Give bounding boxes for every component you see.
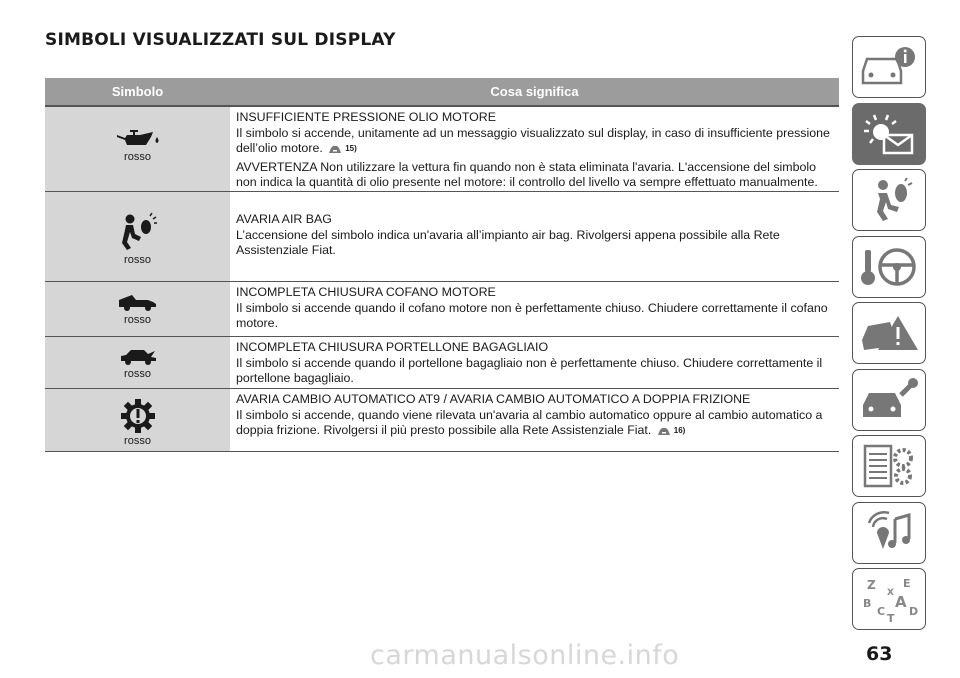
car-tailgate-open-icon bbox=[118, 346, 158, 366]
meaning-title: AVARIA AIR BAG bbox=[236, 212, 332, 226]
meaning-block bbox=[236, 285, 839, 332]
symbol-color-label: rosso bbox=[124, 254, 151, 266]
meaning-text: Il simbolo si accende quando il portellone bagagliaio non è perfettamente chiuso. Chiudere correttamente il portellone bagagliaio. bbox=[236, 355, 823, 385]
page-title: SIMBOLI VISUALIZZATI SUL DISPLAY bbox=[45, 30, 396, 50]
section-tabs bbox=[852, 36, 926, 635]
car-info-icon bbox=[859, 45, 919, 89]
tab-warning-lights[interactable] bbox=[852, 103, 926, 165]
tab-safety[interactable] bbox=[852, 169, 926, 231]
meaning-text: Il simbolo si accende quando il cofano motore non è perfettamente chiuso. Chiudere correttamente il cofano motore. bbox=[236, 300, 828, 330]
header-symbol: Simbolo bbox=[111, 84, 164, 99]
tab-maintenance[interactable] bbox=[852, 369, 926, 431]
airbag-icon bbox=[118, 212, 158, 252]
multimedia-icon bbox=[859, 509, 919, 557]
table-row bbox=[45, 192, 839, 282]
table-row bbox=[45, 389, 839, 452]
car-reference-icon bbox=[657, 426, 671, 436]
symbols-table bbox=[45, 78, 839, 452]
tab-emergency[interactable] bbox=[852, 302, 926, 364]
meaning-cell bbox=[230, 282, 839, 336]
tab-technical-data[interactable] bbox=[852, 435, 926, 497]
meaning-block bbox=[236, 110, 839, 157]
meaning-text: Il simbolo si accende, unitamente ad un messaggio visualizzato sul display, in caso di insufficiente pressione dell’olio motore. bbox=[236, 125, 830, 155]
tab-index[interactable] bbox=[852, 568, 926, 630]
document-gears-icon bbox=[859, 442, 919, 490]
oil-can-icon bbox=[115, 129, 161, 149]
meaning-block bbox=[236, 212, 839, 259]
svg-text:D: D bbox=[909, 605, 919, 618]
meaning-title: INSUFFICIENTE PRESSIONE OLIO MOTORE bbox=[236, 110, 497, 124]
meaning-title: INCOMPLETA CHIUSURA PORTELLONE BAGAGLIAIO bbox=[236, 340, 549, 354]
meaning-cell bbox=[230, 107, 839, 191]
meaning-block bbox=[236, 392, 839, 439]
symbol-cell bbox=[45, 389, 230, 451]
symbol-cell bbox=[45, 192, 230, 281]
tab-starting-driving[interactable] bbox=[852, 236, 926, 298]
footnote-ref: 15) bbox=[345, 144, 357, 153]
svg-text:X: X bbox=[887, 588, 894, 598]
table-row bbox=[45, 282, 839, 337]
airbag-seat-icon bbox=[861, 177, 917, 223]
gear-warning-icon bbox=[121, 399, 155, 433]
page-number: 63 bbox=[866, 643, 893, 665]
meaning-text: L’accensione del simbolo indica un'avaria all’impianto air bag. Rivolgersi appena possibile alla Rete Assistenziale Fiat. bbox=[236, 227, 780, 257]
table-row bbox=[45, 107, 839, 192]
meaning-text: Il simbolo si accende, quando viene rilevata un'avaria al cambio automatico oppure al cambio automatico a doppia frizione. Rivolgersi il più presto possibile alla Rete Assistenziale Fiat. bbox=[236, 407, 823, 437]
symbol-color-label: rosso bbox=[124, 368, 151, 380]
warning-light-message-icon bbox=[858, 111, 920, 157]
svg-text:E: E bbox=[903, 577, 911, 590]
svg-text:T: T bbox=[887, 612, 895, 623]
tab-car-info[interactable] bbox=[852, 36, 926, 98]
watermark: carmanualsonline.info bbox=[370, 640, 680, 671]
symbol-color-label: rosso bbox=[124, 314, 151, 326]
header-meaning: Cosa significa bbox=[490, 84, 579, 99]
tab-multimedia[interactable] bbox=[852, 502, 926, 564]
table-row bbox=[45, 337, 839, 389]
meaning-cell bbox=[230, 337, 839, 388]
car-crash-warning-icon bbox=[858, 310, 920, 356]
footnote-ref: 16) bbox=[673, 426, 686, 435]
symbol-cell bbox=[45, 337, 230, 388]
symbol-color-label: rosso bbox=[124, 151, 151, 163]
svg-text:A: A bbox=[895, 593, 907, 611]
meaning-title: INCOMPLETA CHIUSURA COFANO MOTORE bbox=[236, 285, 496, 299]
table-header bbox=[45, 78, 839, 107]
symbol-cell bbox=[45, 107, 230, 191]
car-reference-icon bbox=[328, 144, 342, 154]
symbol-cell bbox=[45, 282, 230, 336]
meaning-title: AVARIA CAMBIO AUTOMATICO AT9 / AVARIA CAMBIO AUTOMATICO A DOPPIA FRIZIONE bbox=[236, 392, 751, 406]
symbol-color-label: rosso bbox=[124, 435, 151, 447]
meaning-cell bbox=[230, 389, 839, 451]
warning-text: AVVERTENZA Non utilizzare la vettura fin quando non è stata eliminata l'avaria. L'accensione del simbolo non indica la quantità di olio presente nel motore: il controllo del livello va sempre effettuato manualmente. bbox=[236, 159, 818, 189]
svg-text:Z: Z bbox=[867, 578, 876, 592]
key-steering-wheel-icon bbox=[859, 244, 919, 290]
meaning-cell bbox=[230, 192, 839, 281]
alphabet-index-icon bbox=[859, 575, 919, 623]
svg-text:B: B bbox=[863, 597, 872, 610]
car-bonnet-open-icon bbox=[118, 292, 158, 312]
svg-text:C: C bbox=[877, 605, 886, 618]
meaning-block bbox=[236, 340, 839, 387]
car-wrench-icon bbox=[859, 377, 919, 423]
